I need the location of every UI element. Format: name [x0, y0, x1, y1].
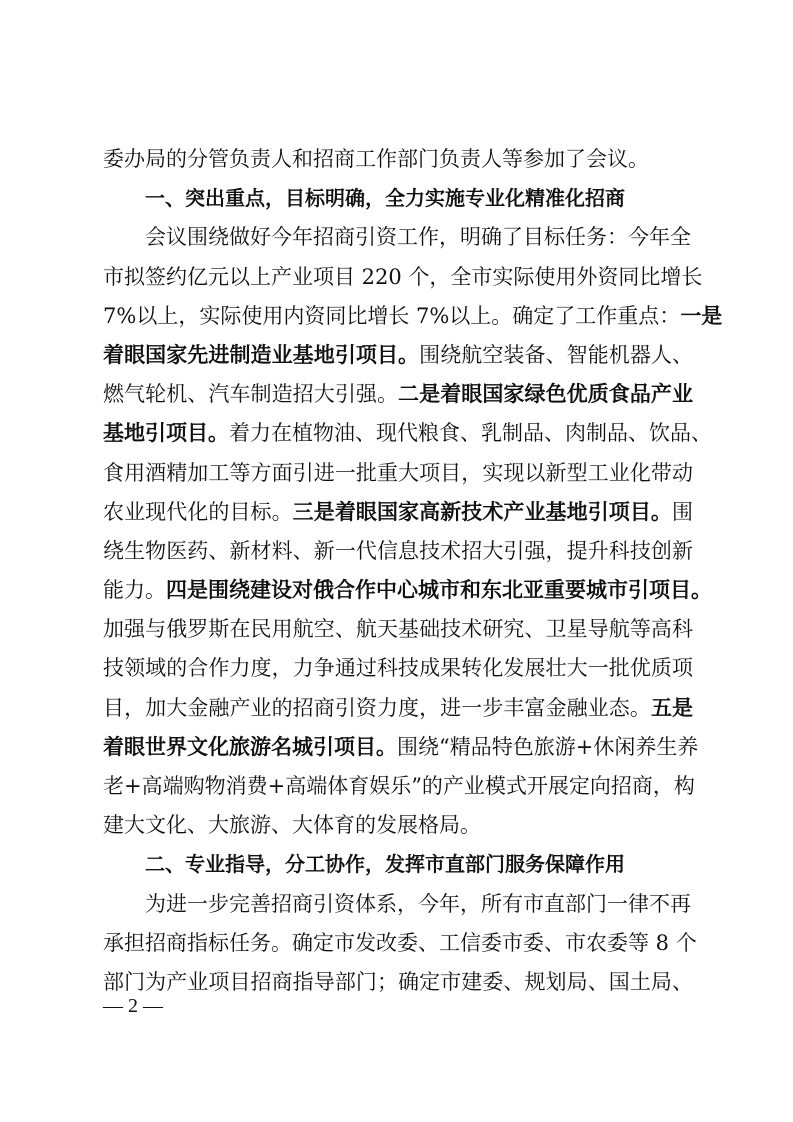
text-segment: 二、专业指导，分工协作，发挥市直部门服务保障作用 — [145, 852, 625, 877]
bold-text-segment: 着眼国家先进制造业基地引项目。 — [103, 342, 420, 367]
text-segment: 目，加大金融产业的招商引资力度，进一步丰富金融业态。 — [103, 695, 651, 720]
text-segment: 建大文化、大旅游、大体育的发展格局。 — [103, 813, 481, 838]
text-line — [103, 414, 712, 453]
bold-text-segment: 二是着眼国家绿色优质食品产业 — [398, 382, 694, 407]
text-line — [103, 454, 693, 493]
text-segment: 老+高端购物消费+高端体育娱乐”的产业模式开展定向招商，构 — [103, 774, 695, 798]
text-line — [103, 140, 693, 179]
bold-text-segment: 三是着眼国家高新技术产业基地引项目。 — [292, 499, 673, 524]
text-line — [103, 218, 693, 257]
text-segment: 技领域的合作力度，力争通过科技成果转化发展壮大一批优质项 — [103, 656, 693, 681]
bold-text-segment: 一是 — [680, 303, 723, 328]
text-segment: 加强与俄罗斯在民用航空、航天基础技术研究、卫星导航等高科 — [103, 617, 693, 642]
text-line — [103, 610, 693, 649]
bold-text-segment: 四是围绕建设对俄合作中心城市和东北亚重要城市引项目。 — [166, 578, 712, 603]
text-line — [103, 532, 693, 571]
text-segment: 7%以上，实际使用内资同比增长 7%以上。确定了工作重点： — [103, 303, 681, 328]
text-segment: 着力在植物油、现代粮食、乳制品、肉制品、饮品、 — [229, 421, 712, 446]
text-segment: 围 — [672, 499, 694, 524]
text-segment: 绕生物医药、新材料、新一代信息技术招大引强，提升科技创新 — [103, 538, 693, 563]
text-line — [103, 336, 693, 375]
text-segment: 能力。 — [103, 578, 166, 603]
text-segment: 食用酒精加工等方面引进一批重大项目，实现以新型工业化带动 — [103, 460, 693, 485]
bold-text-segment: 五是 — [650, 695, 694, 720]
page-number: — 2 — — [103, 995, 163, 1017]
section-heading — [103, 845, 693, 884]
text-line — [103, 375, 693, 414]
text-line — [103, 649, 693, 688]
text-line — [103, 258, 703, 297]
section-heading — [103, 179, 693, 218]
text-line — [103, 571, 712, 610]
text-line — [103, 924, 697, 963]
text-line — [103, 963, 693, 1002]
text-segment: 承担招商指标任务。确定市发改委、工信委市委、市农委等 8 个 — [103, 930, 697, 955]
body-text — [103, 140, 723, 1002]
text-line — [103, 297, 723, 336]
text-line — [103, 885, 693, 924]
text-segment: 燃气轮机、汽车制造招大引强。 — [103, 382, 399, 407]
bold-text-segment: 基地引项目。 — [103, 421, 229, 446]
text-line — [103, 689, 693, 728]
text-line — [103, 493, 693, 532]
text-segment: 围绕航空装备、智能机器人、 — [419, 342, 694, 367]
text-segment: 部门为产业项目招商指导部门；确定市建委、规划局、国土局、 — [103, 969, 693, 994]
bold-text-segment: 着眼世界文化旅游名城引项目。 — [103, 734, 397, 759]
text-line — [103, 806, 693, 845]
text-segment: 为进一步完善招商引资体系，今年，所有市直部门一律不再 — [145, 891, 691, 916]
text-segment: 农业现代化的目标。 — [103, 499, 293, 524]
text-line — [103, 728, 699, 767]
text-segment: 委办局的分管负责人和招商工作部门负责人等参加了会议。 — [103, 147, 649, 171]
text-segment: 围绕“精品特色旅游+休闲养生养 — [397, 734, 699, 759]
text-segment: 会议围绕做好今年招商引资工作，明确了目标任务：今年全 — [145, 225, 691, 250]
text-line — [103, 767, 693, 806]
text-segment: 市拟签约亿元以上产业项目 220 个，全市实际使用外资同比增长 — [103, 264, 703, 289]
text-segment: 一、突出重点，目标明确，全力实施专业化精准化招商 — [145, 186, 625, 211]
